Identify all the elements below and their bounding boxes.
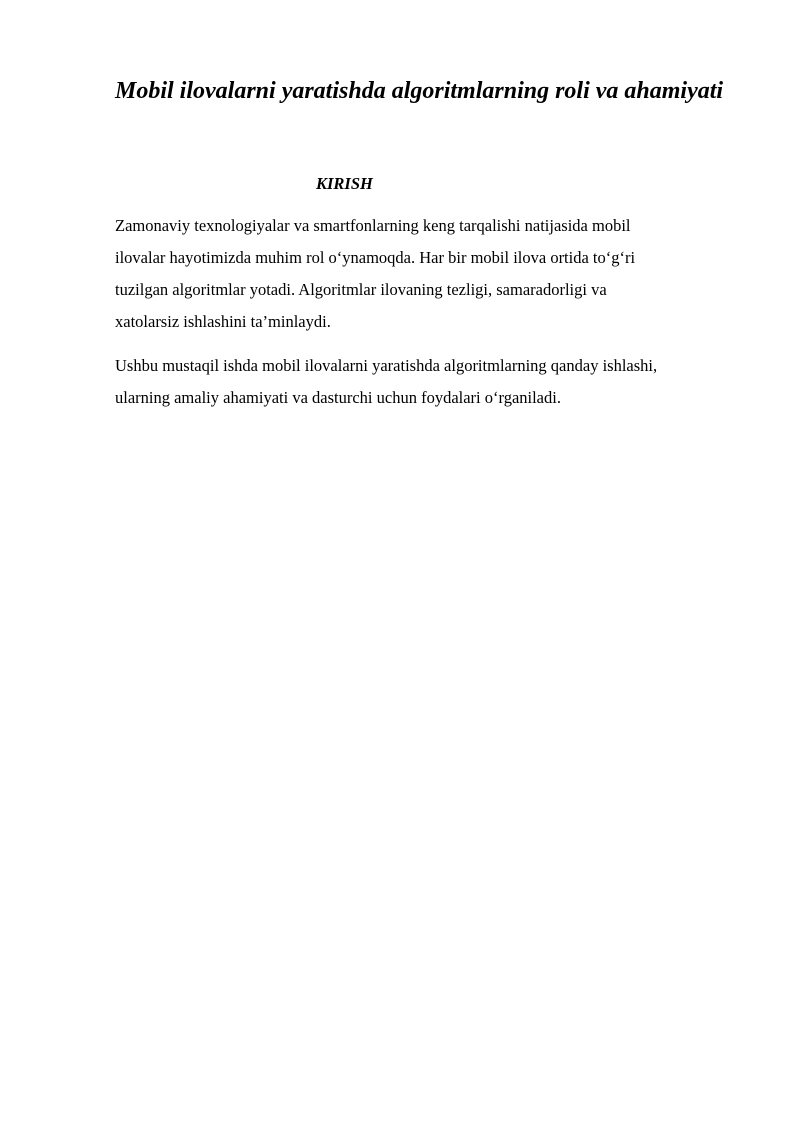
paragraph-line: ularning amaliy ahamiyati va dasturchi uchun foydalari o‘rganiladi. bbox=[115, 388, 561, 407]
paragraph-line: ilovalar hayotimizda muhim rol o‘ynamoqda. Har bir mobil ilova ortida to‘g‘ri bbox=[115, 248, 636, 267]
paragraph-line: xatolarsiz ishlashini ta’minlaydi. bbox=[115, 312, 331, 331]
paragraph-line: tuzilgan algoritmlar yotadi. Algoritmlar ilovaning tezligi, samaradorligi va bbox=[115, 280, 607, 299]
paragraph-purpose bbox=[115, 350, 735, 414]
paragraph-line: Ushbu mustaqil ishda mobil ilovalarni yaratishda algoritmlarning qanday ishlashi, bbox=[115, 356, 658, 375]
section-heading: KIRISH bbox=[316, 174, 373, 193]
document-title: Mobil ilovalarni yaratishda algoritmlarning roli va ahamiyati bbox=[115, 78, 724, 104]
paragraph-intro bbox=[115, 210, 735, 338]
paragraph-line: Zamonaviy texnologiyalar va smartfonlarning keng tarqalishi natijasida mobil bbox=[115, 216, 631, 235]
